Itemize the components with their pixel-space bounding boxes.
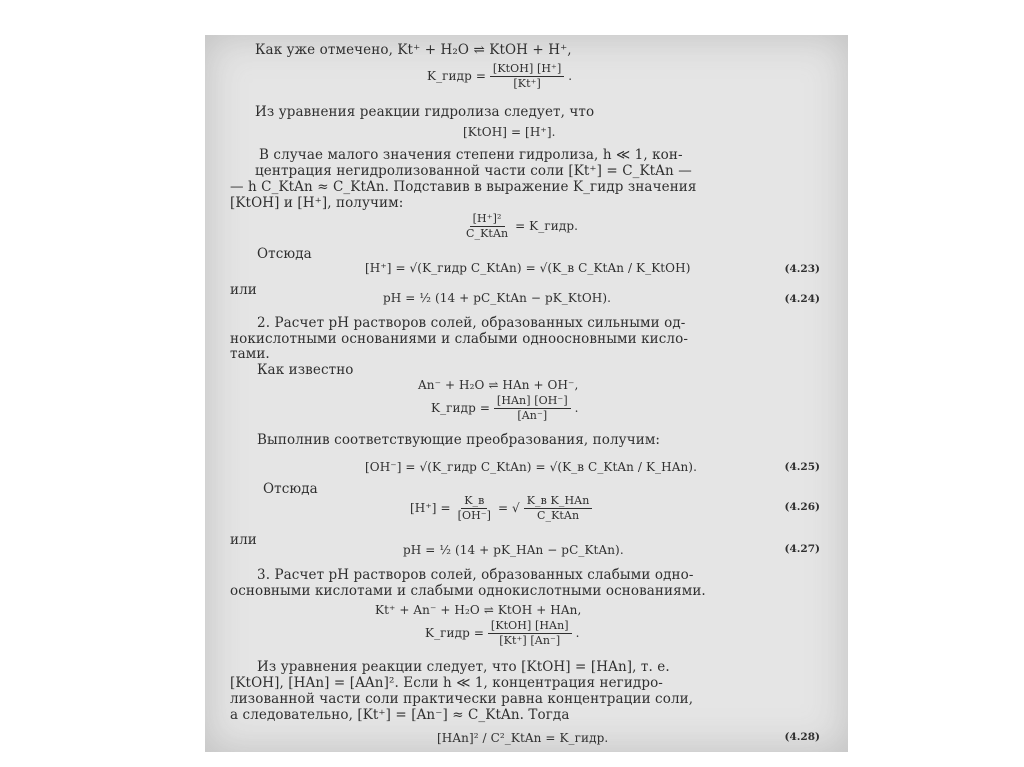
equation-number: (4.25) [784,461,820,473]
text-line: или [230,532,257,548]
formula-line: pH = ½ (14 + pK_HAn − pC_KtAn). [403,543,624,557]
text-line: основными кислотами и слабыми однокислотными основаниями. [230,583,706,599]
fraction: $\frac{\text{[KtOH] [HAn]}}{[Kt^+] [An^-]}$ [488,620,572,647]
text-line: Как уже отмечено, Kt⁺ + H₂O ⇌ KtOH + H⁺, [255,42,572,58]
fraction: $\frac{\text{[KtOH] [H⁺]}}{[Kt^+]}$ [490,63,564,90]
text-line: 2. Расчет pH растворов солей, образованных сильными од- [257,315,686,331]
fraction: $\frac{\text{[H⁺]²}}{\text{C\_KtAn}}$ [466,212,509,240]
text-line: Как известно [257,362,354,378]
formula-k-hydr-1: K_гидр = $\frac{\text{[KtOH] [H⁺]}}{[Kt^+]}$ . [427,62,573,90]
text-line: [KtOH] и [H⁺], получим: [230,195,404,211]
formula-line: An⁻ + H₂O ⇌ HAn + OH⁻, [418,378,579,392]
formula-line: [OH⁻] = √(K_гидр C_KtAn) = √(K_в C_KtAn / K_HAn). [365,460,697,474]
formula-k-hydr-3: K_гидр = $\frac{\text{[HAn] [OH⁻]}}{[An^-]}$ . [431,394,579,422]
formula-k-hydr-2: $\frac{\text{[H⁺]²}}{\text{C\_KtAn}}$ = K_гидр. [463,213,578,240]
text-line: тами. [230,346,270,362]
formula-line: [KtOH] = [H⁺]. [463,125,556,139]
formula-line: [HAn]² / C²_KtAn = K_гидр. [437,731,609,745]
text-line: центрация негидролизованной части соли [Kt⁺] = C_KtAn — [255,163,692,179]
formula-k-hydr-4: K_гидр = $\frac{\text{[KtOH] [HAn]}}{[Kt^+] [An^-]}$ . [425,619,580,647]
fraction: $\frac{\text{K\_в K\_HAn}}{\text{C\_KtAn}}$ [524,495,593,522]
formula-line: [H⁺] = √(K_гидр C_KtAn) = √(K_в C_KtAn / K_KtOH) [365,261,691,275]
scanned-page [205,35,848,752]
formula-line: Kt⁺ + An⁻ + H₂O ⇌ KtOH + HAn, [375,603,582,617]
equation-number: (4.23) [784,263,820,275]
equation-number: (4.24) [784,293,820,305]
text-line: нокислотными основаниями и слабыми одноосновными кисло- [230,331,688,347]
fraction: $\frac{\text{[HAn] [OH⁻]}}{[An^-]}$ [494,395,571,422]
equation-number: (4.27) [784,543,820,555]
text-line: или [230,282,257,298]
text-line: Из уравнения реакции следует, что [KtOH] = [HAn], т. е. [257,659,670,675]
fraction: $\frac{K\_в}{[OH^-]}$ [457,494,492,522]
text-line: — h C_KtAn ≈ C_KtAn. Подставив в выражение K_гидр значения [230,179,697,195]
text-line: В случае малого значения степени гидролиза, h ≪ 1, кон- [259,147,683,163]
equation-number: (4.28) [784,731,820,743]
formula-h-ion: [H⁺] = $\frac{K\_в}{[OH^-]}$ = √ $\frac{\text{K\_в K\_HAn}}{\text{C\_KtAn}}$ [410,495,592,522]
text-line: Отсюда [257,246,312,262]
text-line: 3. Расчет pH растворов солей, образованных слабыми одно- [257,567,694,583]
formula-line: pH = ½ (14 + pC_KtAn − pK_KtOH). [383,291,612,305]
equation-number: (4.26) [784,501,820,513]
text-line: Выполнив соответствующие преобразования, получим: [257,432,661,448]
text-line: Из уравнения реакции гидролиза следует, что [255,104,595,120]
text-line: Отсюда [263,481,318,497]
text-line: лизованной части соли практически равна концентрации соли, [230,691,694,707]
text-line: [KtOH], [HAn] = [AAn]². Если h ≪ 1, концентрация негидро- [230,675,663,691]
text-line: а следовательно, [Kt⁺] = [An⁻] ≈ C_KtAn. Тогда [230,707,570,723]
